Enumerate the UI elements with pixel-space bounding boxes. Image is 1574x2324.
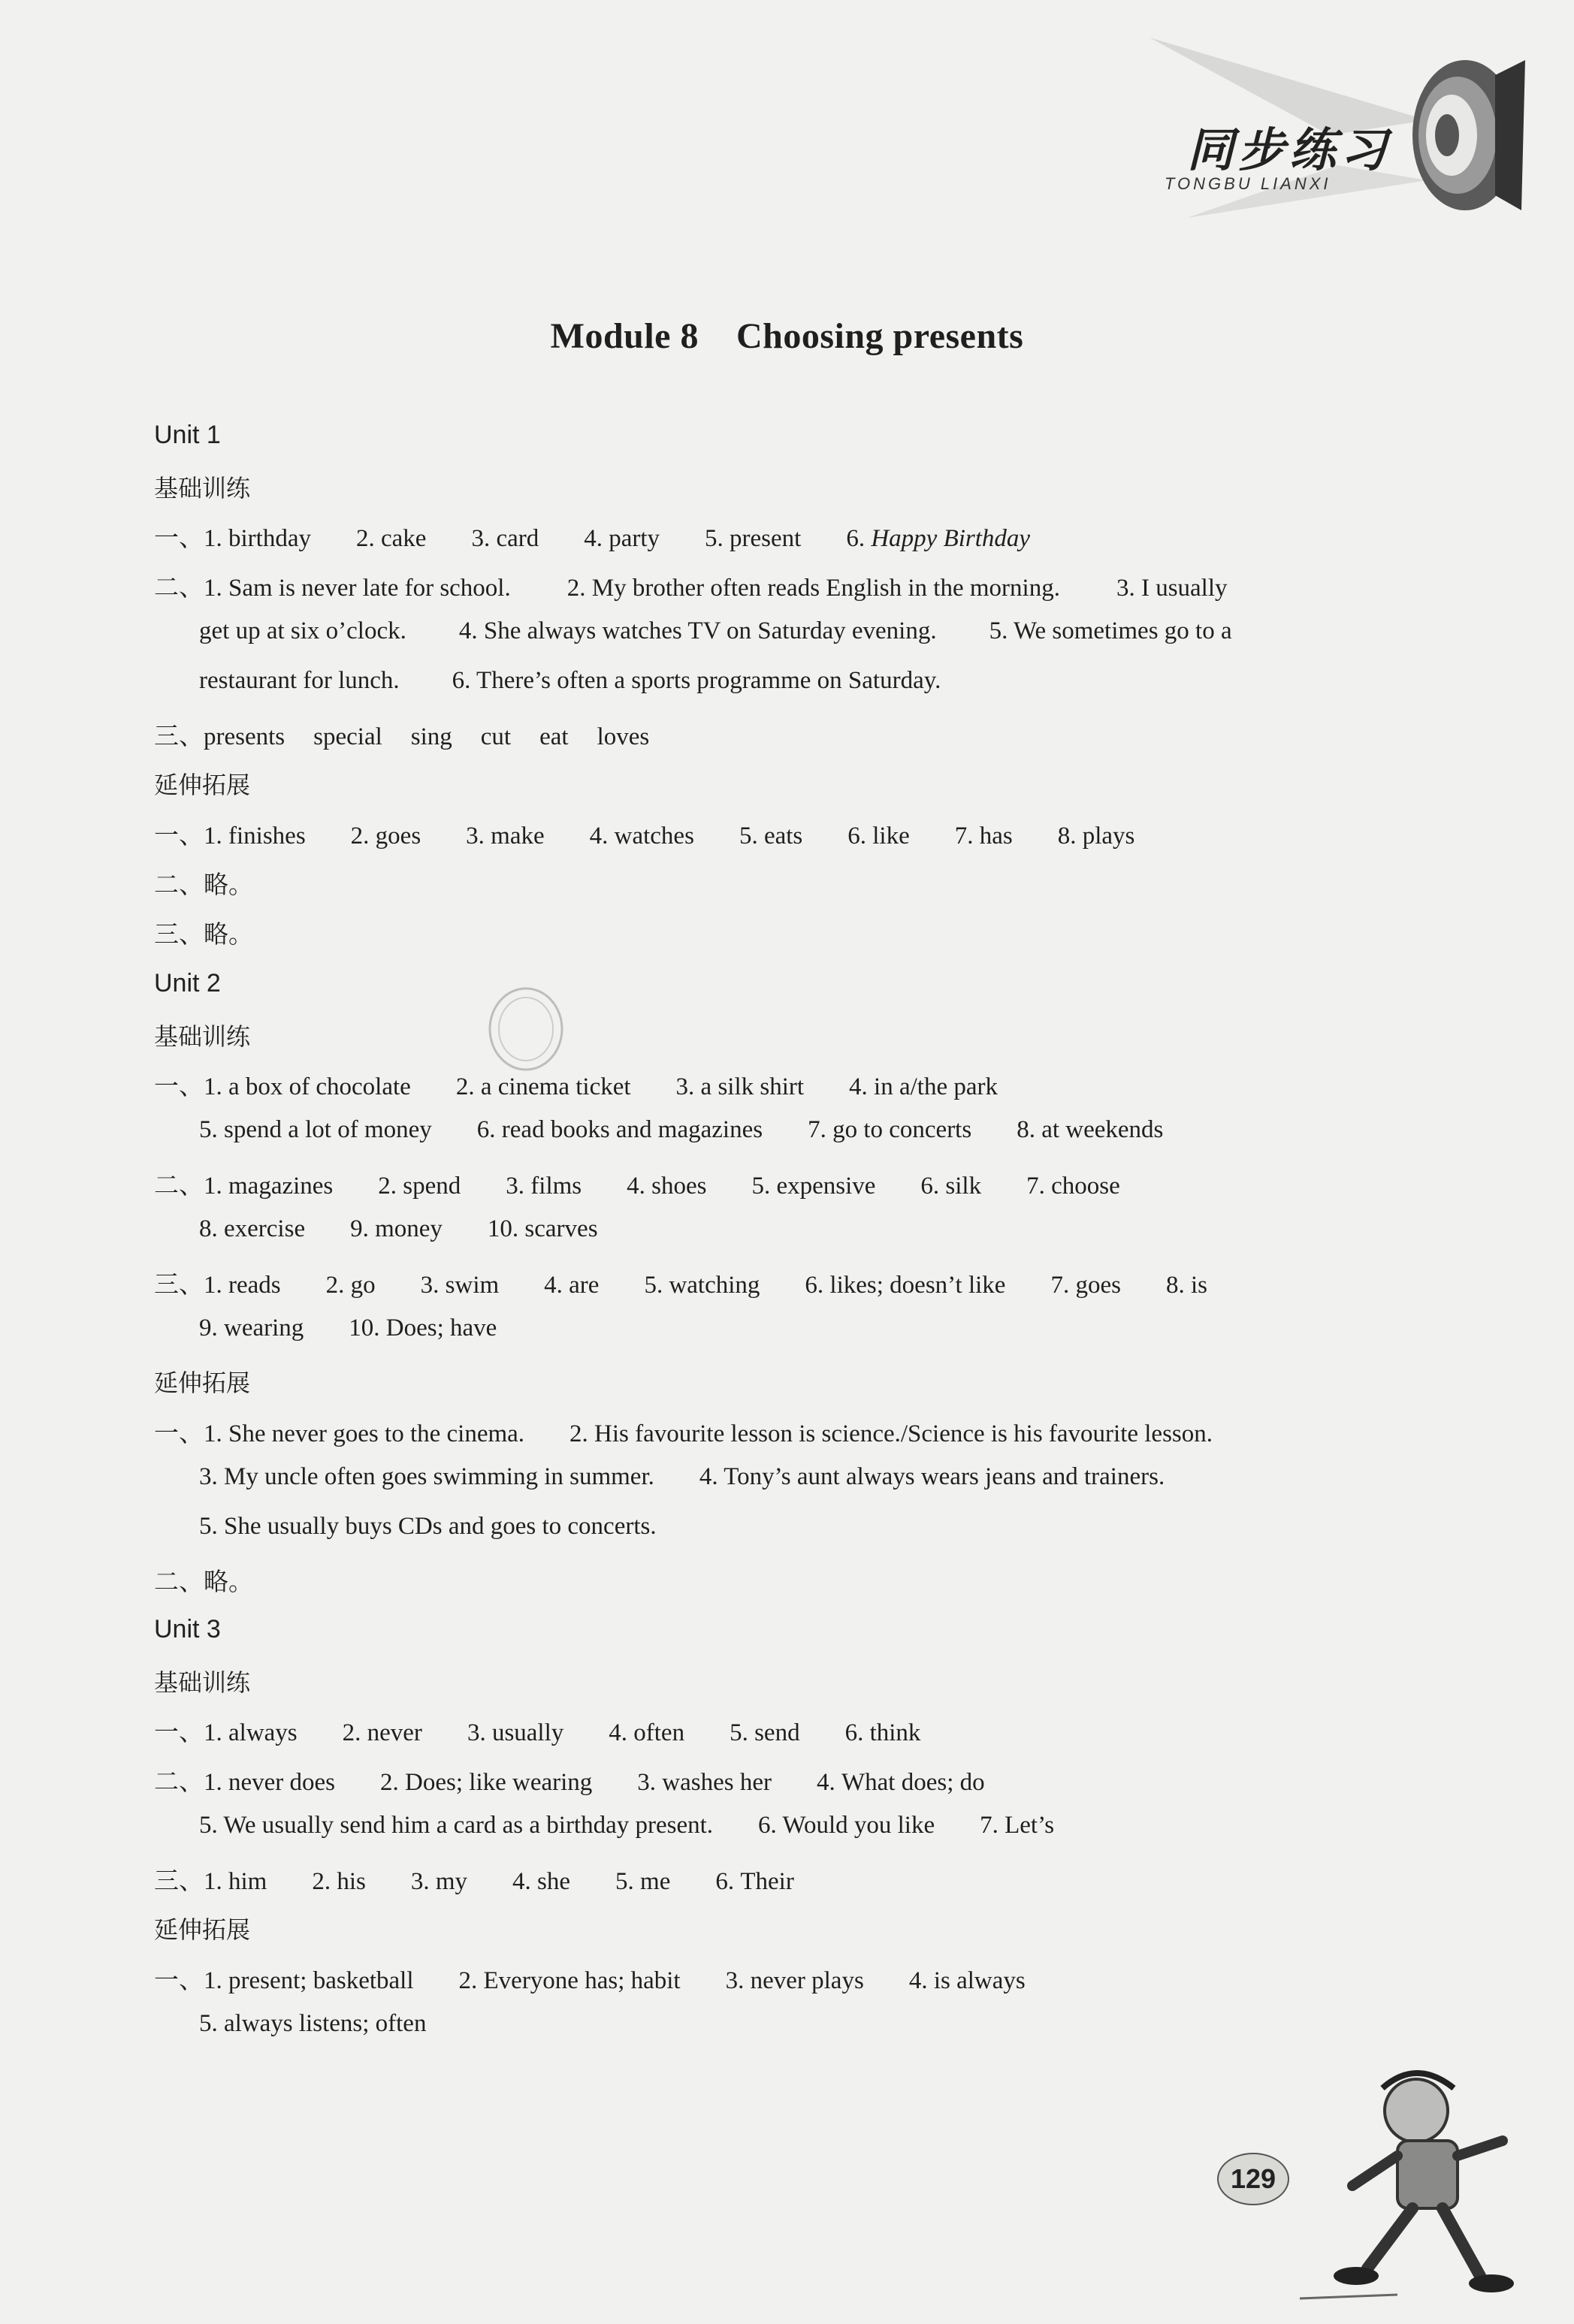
running-kid-illustration-icon	[1285, 2058, 1540, 2313]
section-heading: 延伸拓展	[154, 1369, 251, 1397]
answer-line: 5. spend a lot of money 6. read books and magazines 7. go to concerts 8. at weekends	[199, 1116, 1164, 1143]
unit-heading: Unit 1	[154, 421, 221, 449]
answer-line: 一、1. present; basketball 2. Everyone has; habit 3. never plays 4. is always	[154, 1965, 1026, 1994]
page-number: 129	[1217, 2153, 1289, 2205]
answer-line: 三、1. reads 2. go 3. swim 4. are 5. watching 6. likes; doesn’t like 7. goes 8. is	[154, 1269, 1207, 1299]
answer-line: 二、略。	[154, 1569, 253, 1596]
answer-line: 一、1. birthday 2. cake 3. card 4. party 5. present 6. Happy Birthday	[154, 523, 1031, 552]
answer-line: 5. She usually buys CDs and goes to concerts.	[199, 1513, 657, 1540]
answer-line: 一、1. finishes 2. goes 3. make 4. watches 5. eats 6. like 7. has 8. plays	[154, 820, 1135, 850]
unit-heading: Unit 2	[154, 969, 221, 998]
answer-line: 二、1. never does 2. Does; like wearing 3. washes her 4. What does; do	[154, 1767, 985, 1796]
answer-line: 一、1. always 2. never 3. usually 4. often 5. send 6. think	[154, 1717, 921, 1746]
unit-heading: Unit 3	[154, 1615, 221, 1643]
answer-line: 三、1. him 2. his 3. my 4. she 5. me 6. Their	[154, 1866, 794, 1895]
answer-line: 二、1. magazines 2. spend 3. films 4. shoes 5. expensive 6. silk 7. choose	[154, 1170, 1120, 1200]
answer-line: 3. My uncle often goes swimming in summer. 4. Tony’s aunt always wears jeans and trainers.	[199, 1463, 1165, 1490]
answer-line: 5. We usually send him a card as a birthday present. 6. Would you like 7. Let’s	[199, 1812, 1055, 1839]
section-heading: 基础训练	[154, 1668, 251, 1697]
page-title	[0, 315, 1574, 357]
logo-subtitle: TONGBU LIANXI	[1165, 174, 1331, 193]
answer-line: restaurant for lunch. 6. There’s often a sports programme on Saturday.	[199, 667, 941, 694]
section-heading: 延伸拓展	[154, 1915, 251, 1944]
module-name: Choosing presents	[736, 316, 1024, 356]
answer-line: 5. always listens; often	[199, 2010, 427, 2037]
answer-line: 8. exercise 9. money 10. scarves	[199, 1215, 598, 1242]
answer-line: 一、1. a box of chocolate 2. a cinema ticket 3. a silk shirt 4. in a/the park	[154, 1071, 998, 1100]
module-number: Module 8	[550, 316, 699, 356]
answer-line: get up at six o’clock. 4. She always watches TV on Saturday evening. 5. We sometimes go to a	[199, 617, 1232, 644]
stamp-icon	[481, 984, 571, 1074]
section-heading: 基础训练	[154, 474, 251, 503]
section-heading: 基础训练	[154, 1022, 251, 1051]
answer-line: 二、1. Sam is never late for school. 2. My brother often reads English in the morning. 3. I usually	[154, 572, 1228, 602]
answer-line: 三、presents special sing cut eat loves	[154, 721, 650, 750]
answer-line: 二、略。	[154, 872, 253, 899]
logo-title: 同步练习	[1187, 122, 1392, 177]
section-heading: 延伸拓展	[154, 771, 251, 799]
answer-line: 9. wearing 10. Does; have	[199, 1314, 497, 1342]
answer-line: 三、略。	[154, 922, 253, 949]
answer-line: 一、1. She never goes to the cinema. 2. His favourite lesson is science./Science is his favourite lesson.	[154, 1418, 1213, 1447]
